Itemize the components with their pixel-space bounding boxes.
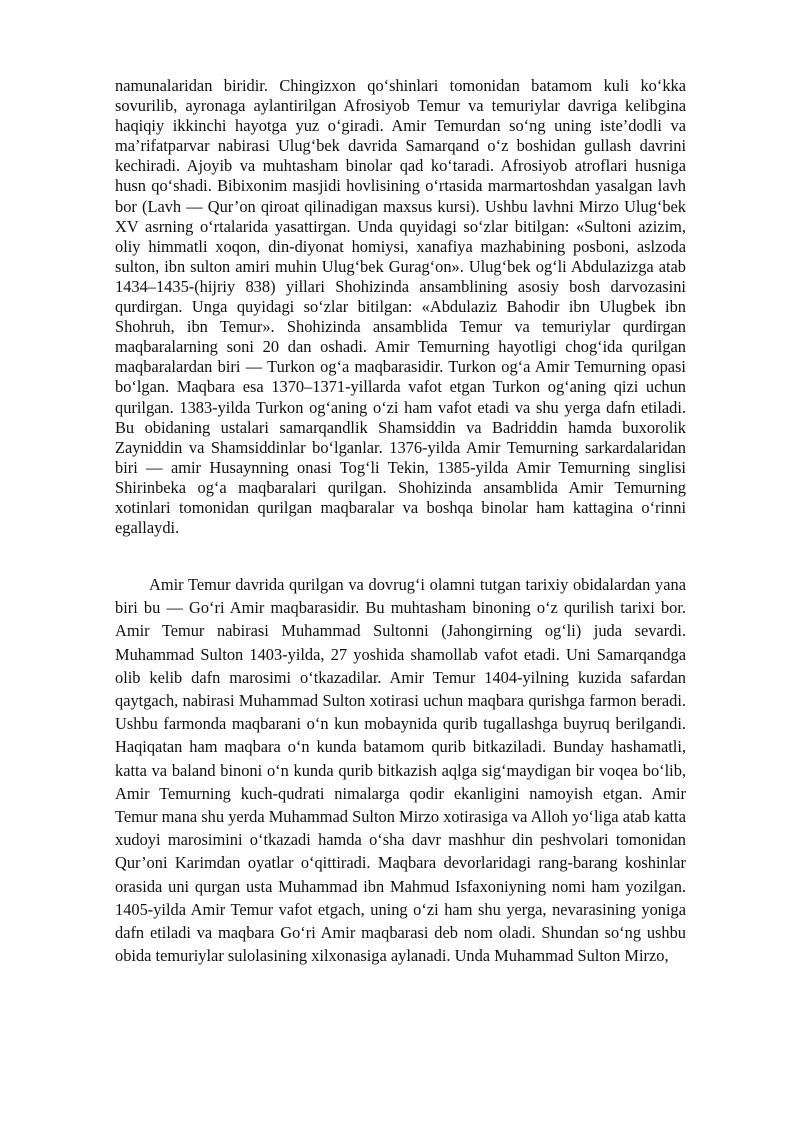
- paragraph-guri-amir: Amir Temur davrida qurilgan va dovrug‘i olamni tutgan tarixiy obidalardan yana biri bu — Go‘ri Amir maqbarasidir. Bu muhtasham binoning o‘z qurilish tarixi bor. Amir Temur nabirasi Muhammad Sultonni (Jahongirning og‘li) juda sevardi. Muhammad Sulton 1403-yilda, 27 yoshida shamollab vafot etadi. Uni Samarqandga olib kelib dafn marosimi o‘tkazadilar. Amir Temur 1404-yilning kuzida safardan qaytgach, nabirasi Muhammad Sulton xotirasi uchun maqbara qurishga farmon beradi. Ushbu farmonda maqbarani o‘n kun mobaynida qurib tugallashga buyruq berilgandi. Haqiqatan ham maqbara o‘n kunda batamom qurib bitkaziladi. Bunday hashamatli, katta va baland binoni o‘n kunda qurib bitkazish aqlga sig‘maydigan bir voqea bo‘lib, Amir Temurning kuch-qudrati nimalarga qodir ekanligini namoyish etgan. Amir Temur mana shu yerda Muhammad Sulton Mirzo xotirasiga va Alloh yo‘liga atab katta xudoyi marosimini o‘tkazadi hamda o‘sha davr mashhur din peshvolari tomonidan Qur’oni Karimdan oyatlar o‘qittiradi. Maqbara devorlaridagi rang-barang koshinlar orasida uni qurgan usta Muhammad ibn Mahmud Isfaxoniyning nomi ham yozilgan. 1405-yilda Amir Temur vafot etgach, uning o‘zi ham shu yerga, nevarasining yoniga dafn etiladi va maqbara Go‘ri Amir maqbarasi deb nom oladi. Shundan so‘ng ushbu obida temuriylar sulolasining xilxonasiga aylanadi. Unda Muhammad Sulton Mirzo,: [115, 575, 686, 966]
- paragraph-samarqand-monuments: namunalaridan biridir. Chingizxon qo‘shinlari tomonidan batamom kuli ko‘kka sovurilib, ayronaga aylantirilgan Afrosiyob Temur va temuriylar davriga kelibgina haqiqiy ikkinchi hayotga yuz o‘giradi. Amir Temurdan so‘ng uning iste’dodli va ma’rifatparvar nabirasi Ulug‘bek davrida Samarqand o‘z boshidan gullash davrini kechiradi. Ajoyib va muhtasham binolar qad ko‘taradi. Afrosiyob atroflari husniga husn qo‘shadi. Bibixonim masjidi hovlisining o‘rtasida marmartoshdan yasalgan lavh bor (Lavh — Qur’on qiroat qilinadigan maxsus kursi). Ushbu lavhni Mirzo Ulug‘bek XV asrning o‘rtalarida yasattirgan. Unda quyidagi so‘zlar bitilgan: «Sultoni azizim, oliy himmatli xoqon, din-diyonat homiysi, xanafiya mazhabining posboni, aslzoda sulton, ibn sulton amiri muhin Ulug‘bek Gurag‘on». Ulug‘bek og‘li Abdulazizga atab 1434–1435-(hijriy 838) yillari Shohizinda ansamblining asosiy bosh darvozasini qurdirgan. Unga quyidagi so‘zlar bitilgan: «Abdulaziz Bahodir ibn Ulugbek ibn Shohruh, ibn Temur». Shohizinda ansamblida Temur va temuriylar qurdirgan maqbaralarning soni 20 dan oshadi. Amir Temurning hayotligi chog‘ida qurilgan maqbaralardan biri — Turkon og‘a maqbarasidir. Turkon og‘a Amir Temurning opasi bo‘lgan. Maqbara esa 1370–1371-yillarda vafot etgan Turkon og‘aning qizi uchun qurilgan. 1383-yilda Turkon og‘aning o‘zi ham vafot etadi va shu yerga dafn etiladi. Bu obidaning ustalari samarqandlik Shamsiddin va Badriddin hamda buxorolik Zayniddin va Shamsiddinlar bo‘lganlar. 1376-yilda Amir Temurning sarkardalaridan biri — amir Husaynning onasi Tog‘li Tekin, 1385-yilda Amir Temurning singlisi Shirinbeka og‘a maqbaralari qurilgan. Shohizinda ansamblida Amir Temurning xotinlari tomonidan qurilgan maqbaralar va boshqa binolar ham kattagina o‘rinni egallaydi.: [115, 76, 686, 538]
